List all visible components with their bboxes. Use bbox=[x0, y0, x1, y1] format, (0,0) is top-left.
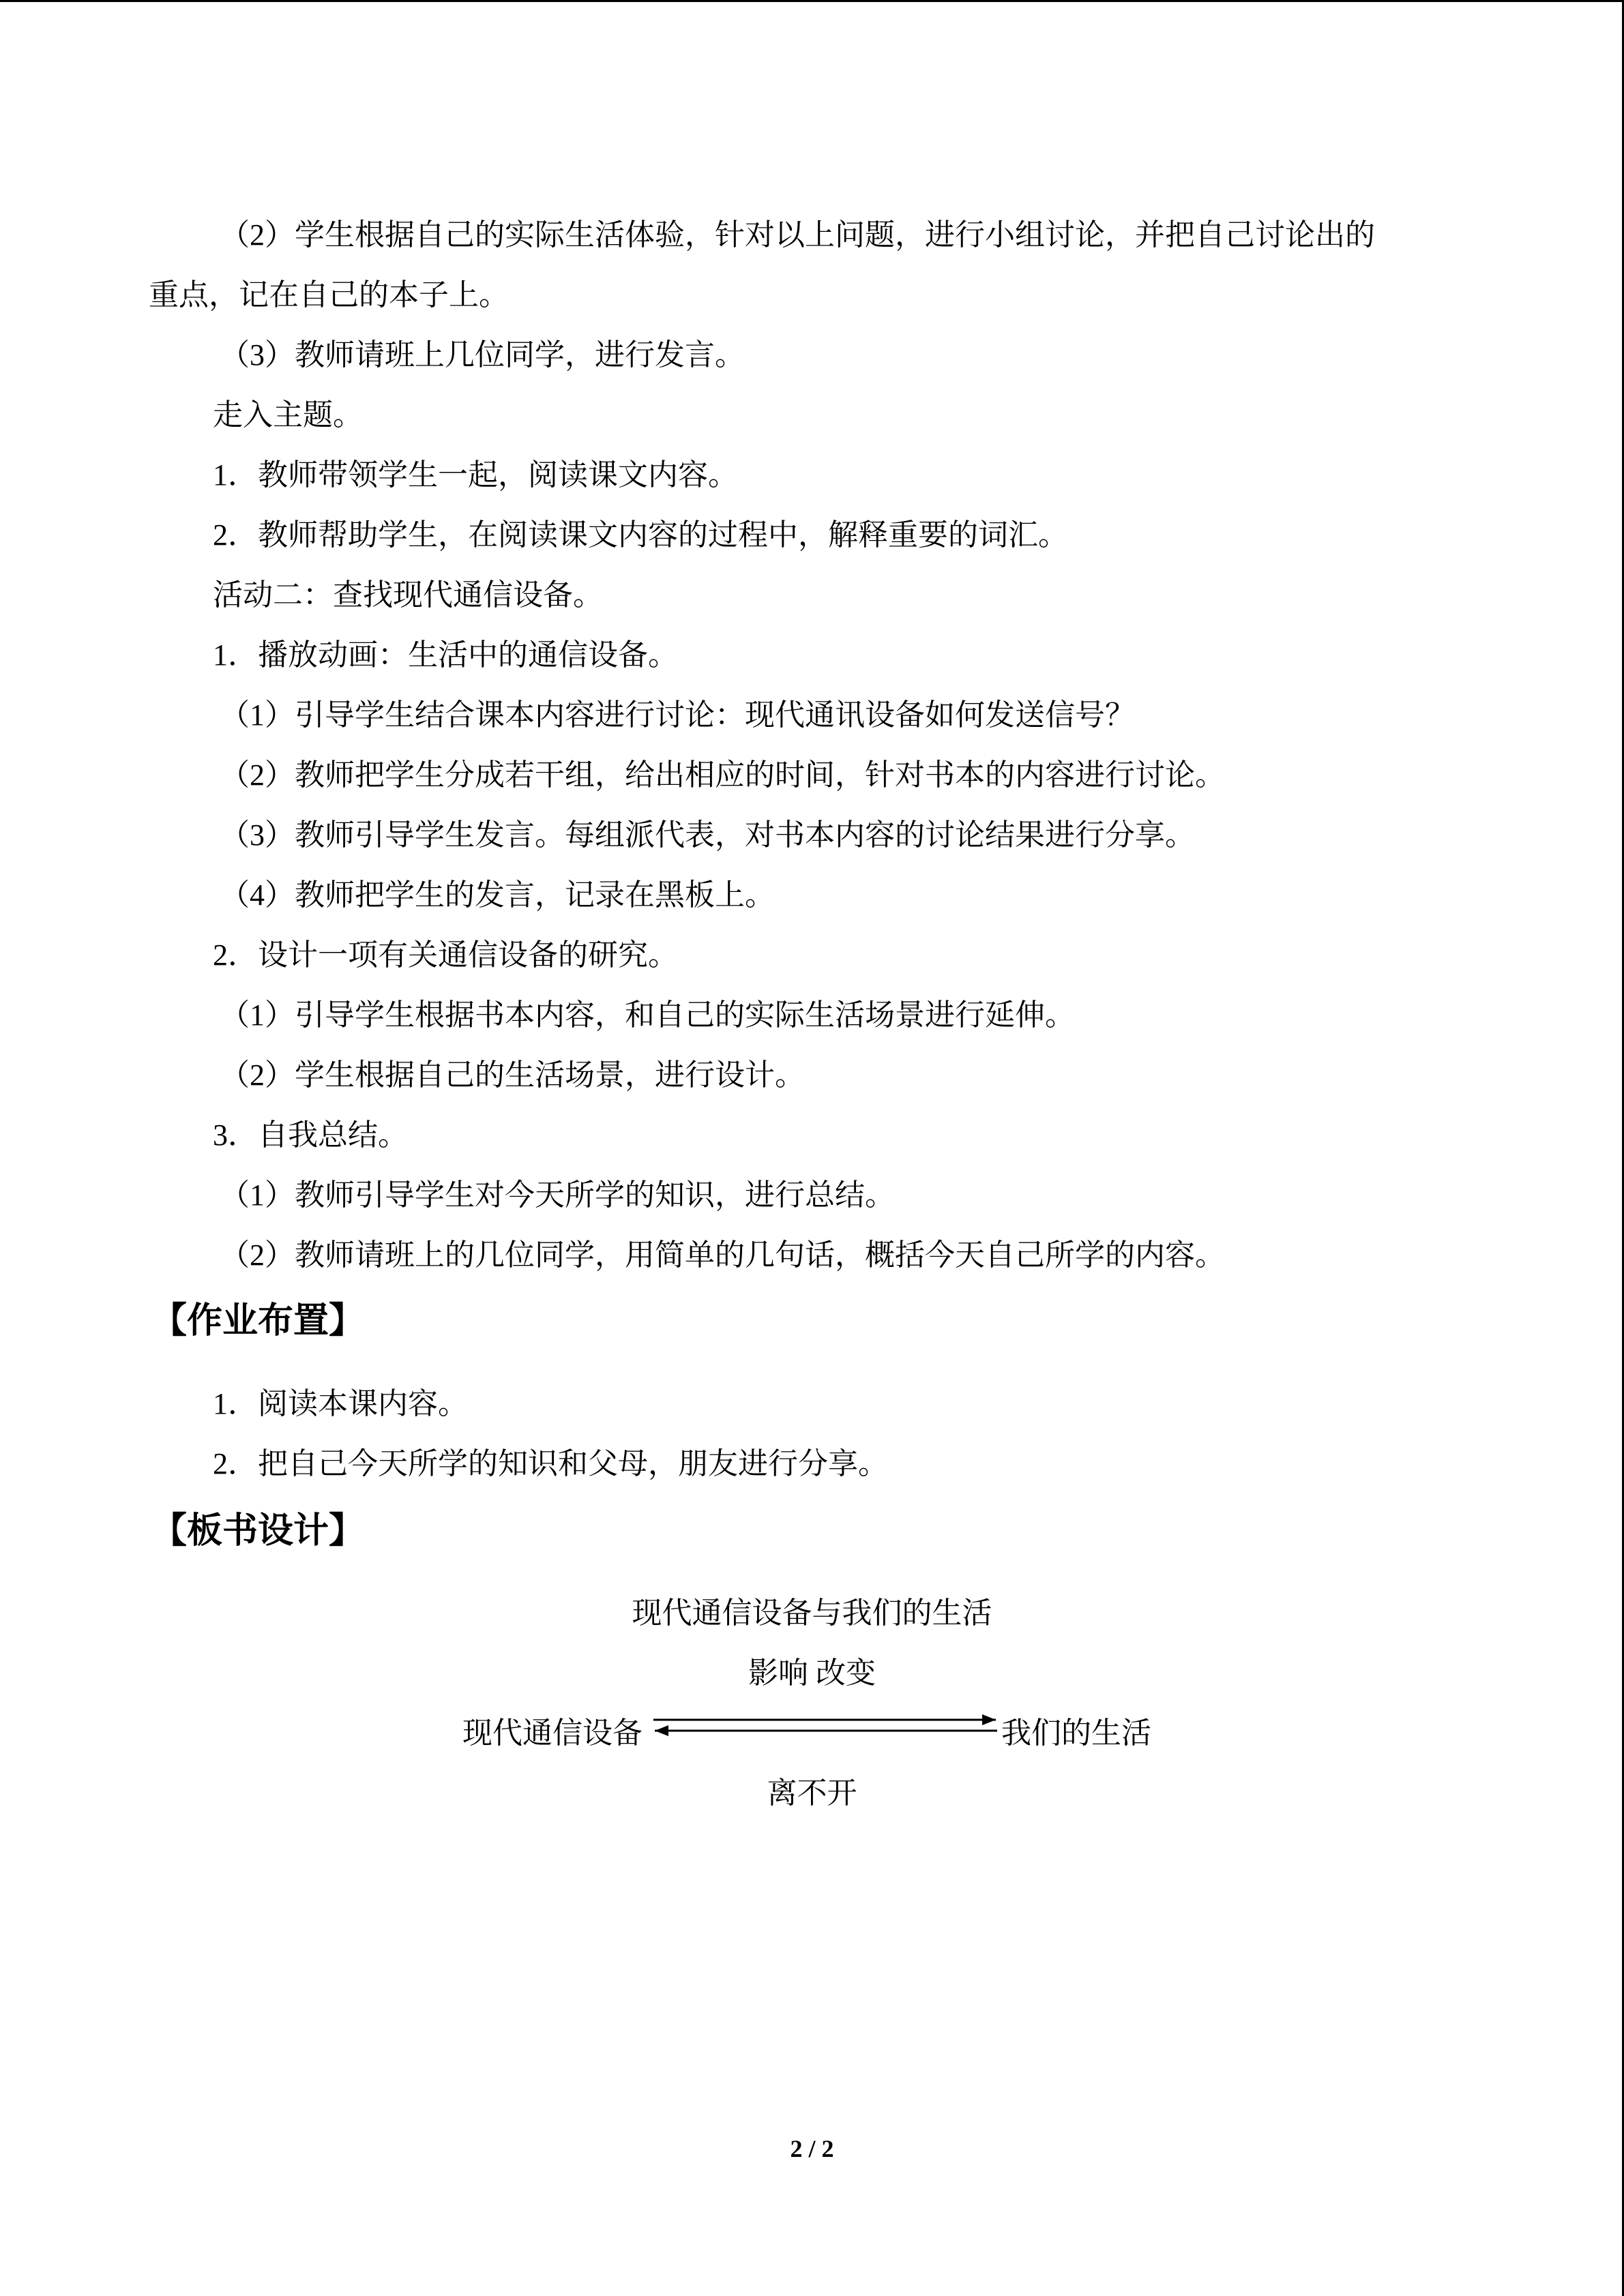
homework-heading: 【作业布置】 bbox=[151, 1300, 365, 1341]
paragraph-line: 活动二：查找现代通信设备。 bbox=[213, 578, 603, 612]
paragraph-line: （3）教师引导学生发言。每组派代表，对书本内容的讨论结果进行分享。 bbox=[220, 818, 1195, 852]
board-design-heading: 【板书设计】 bbox=[151, 1510, 365, 1551]
paragraph-line: （4）教师把学生的发言，记录在黑板上。 bbox=[220, 878, 775, 912]
paragraph-line: （1）教师引导学生对今天所学的知识，进行总结。 bbox=[220, 1178, 895, 1212]
paragraph-line: （2）教师请班上的几位同学，用简单的几句话，概括今天自己所学的内容。 bbox=[220, 1238, 1225, 1272]
paragraph-line: （1）引导学生根据书本内容，和自己的实际生活场景进行延伸。 bbox=[220, 998, 1075, 1032]
page-top-border bbox=[0, 0, 1624, 2]
paragraph-line: 2．设计一项有关通信设备的研究。 bbox=[213, 938, 678, 972]
paragraph-line: （2）教师把学生分成若干组，给出相应的时间，针对书本的内容进行讨论。 bbox=[220, 758, 1225, 792]
paragraph-line: 2．教师帮助学生，在阅读课文内容的过程中，解释重要的词汇。 bbox=[213, 518, 1068, 552]
paragraph-line: 1．教师带领学生一起，阅读课文内容。 bbox=[213, 458, 738, 492]
board-top-label: 影响 改变 bbox=[748, 1656, 876, 1690]
board-right-node: 我们的生活 bbox=[1001, 1716, 1151, 1750]
paragraph-line: （2）学生根据自己的实际生活体验，针对以上问题，进行小组讨论，并把自己讨论出的 bbox=[220, 218, 1375, 252]
paragraph-line: （1）引导学生结合课本内容进行讨论：现代通讯设备如何发送信号？ bbox=[220, 698, 1135, 732]
paragraph-line: （3）教师请班上几位同学，进行发言。 bbox=[220, 338, 745, 372]
paragraph-line: 1．播放动画：生活中的通信设备。 bbox=[213, 638, 678, 672]
double-arrow-icon bbox=[648, 1712, 1003, 1739]
board-bottom-label: 离不开 bbox=[767, 1776, 857, 1810]
paragraph-line: 3．自我总结。 bbox=[213, 1118, 408, 1152]
paragraph-line: （2）学生根据自己的生活场景，进行设计。 bbox=[220, 1058, 805, 1092]
board-left-node: 现代通信设备 bbox=[462, 1716, 643, 1750]
board-title: 现代通信设备与我们的生活 bbox=[632, 1596, 992, 1630]
homework-item: 2．把自己今天所学的知识和父母，朋友进行分享。 bbox=[213, 1447, 888, 1480]
paragraph-line: 走入主题。 bbox=[213, 398, 363, 432]
paragraph-line: 重点，记在自己的本子上。 bbox=[149, 278, 509, 312]
page-number: 2 / 2 bbox=[790, 2135, 834, 2162]
homework-item: 1．阅读本课内容。 bbox=[213, 1387, 468, 1420]
